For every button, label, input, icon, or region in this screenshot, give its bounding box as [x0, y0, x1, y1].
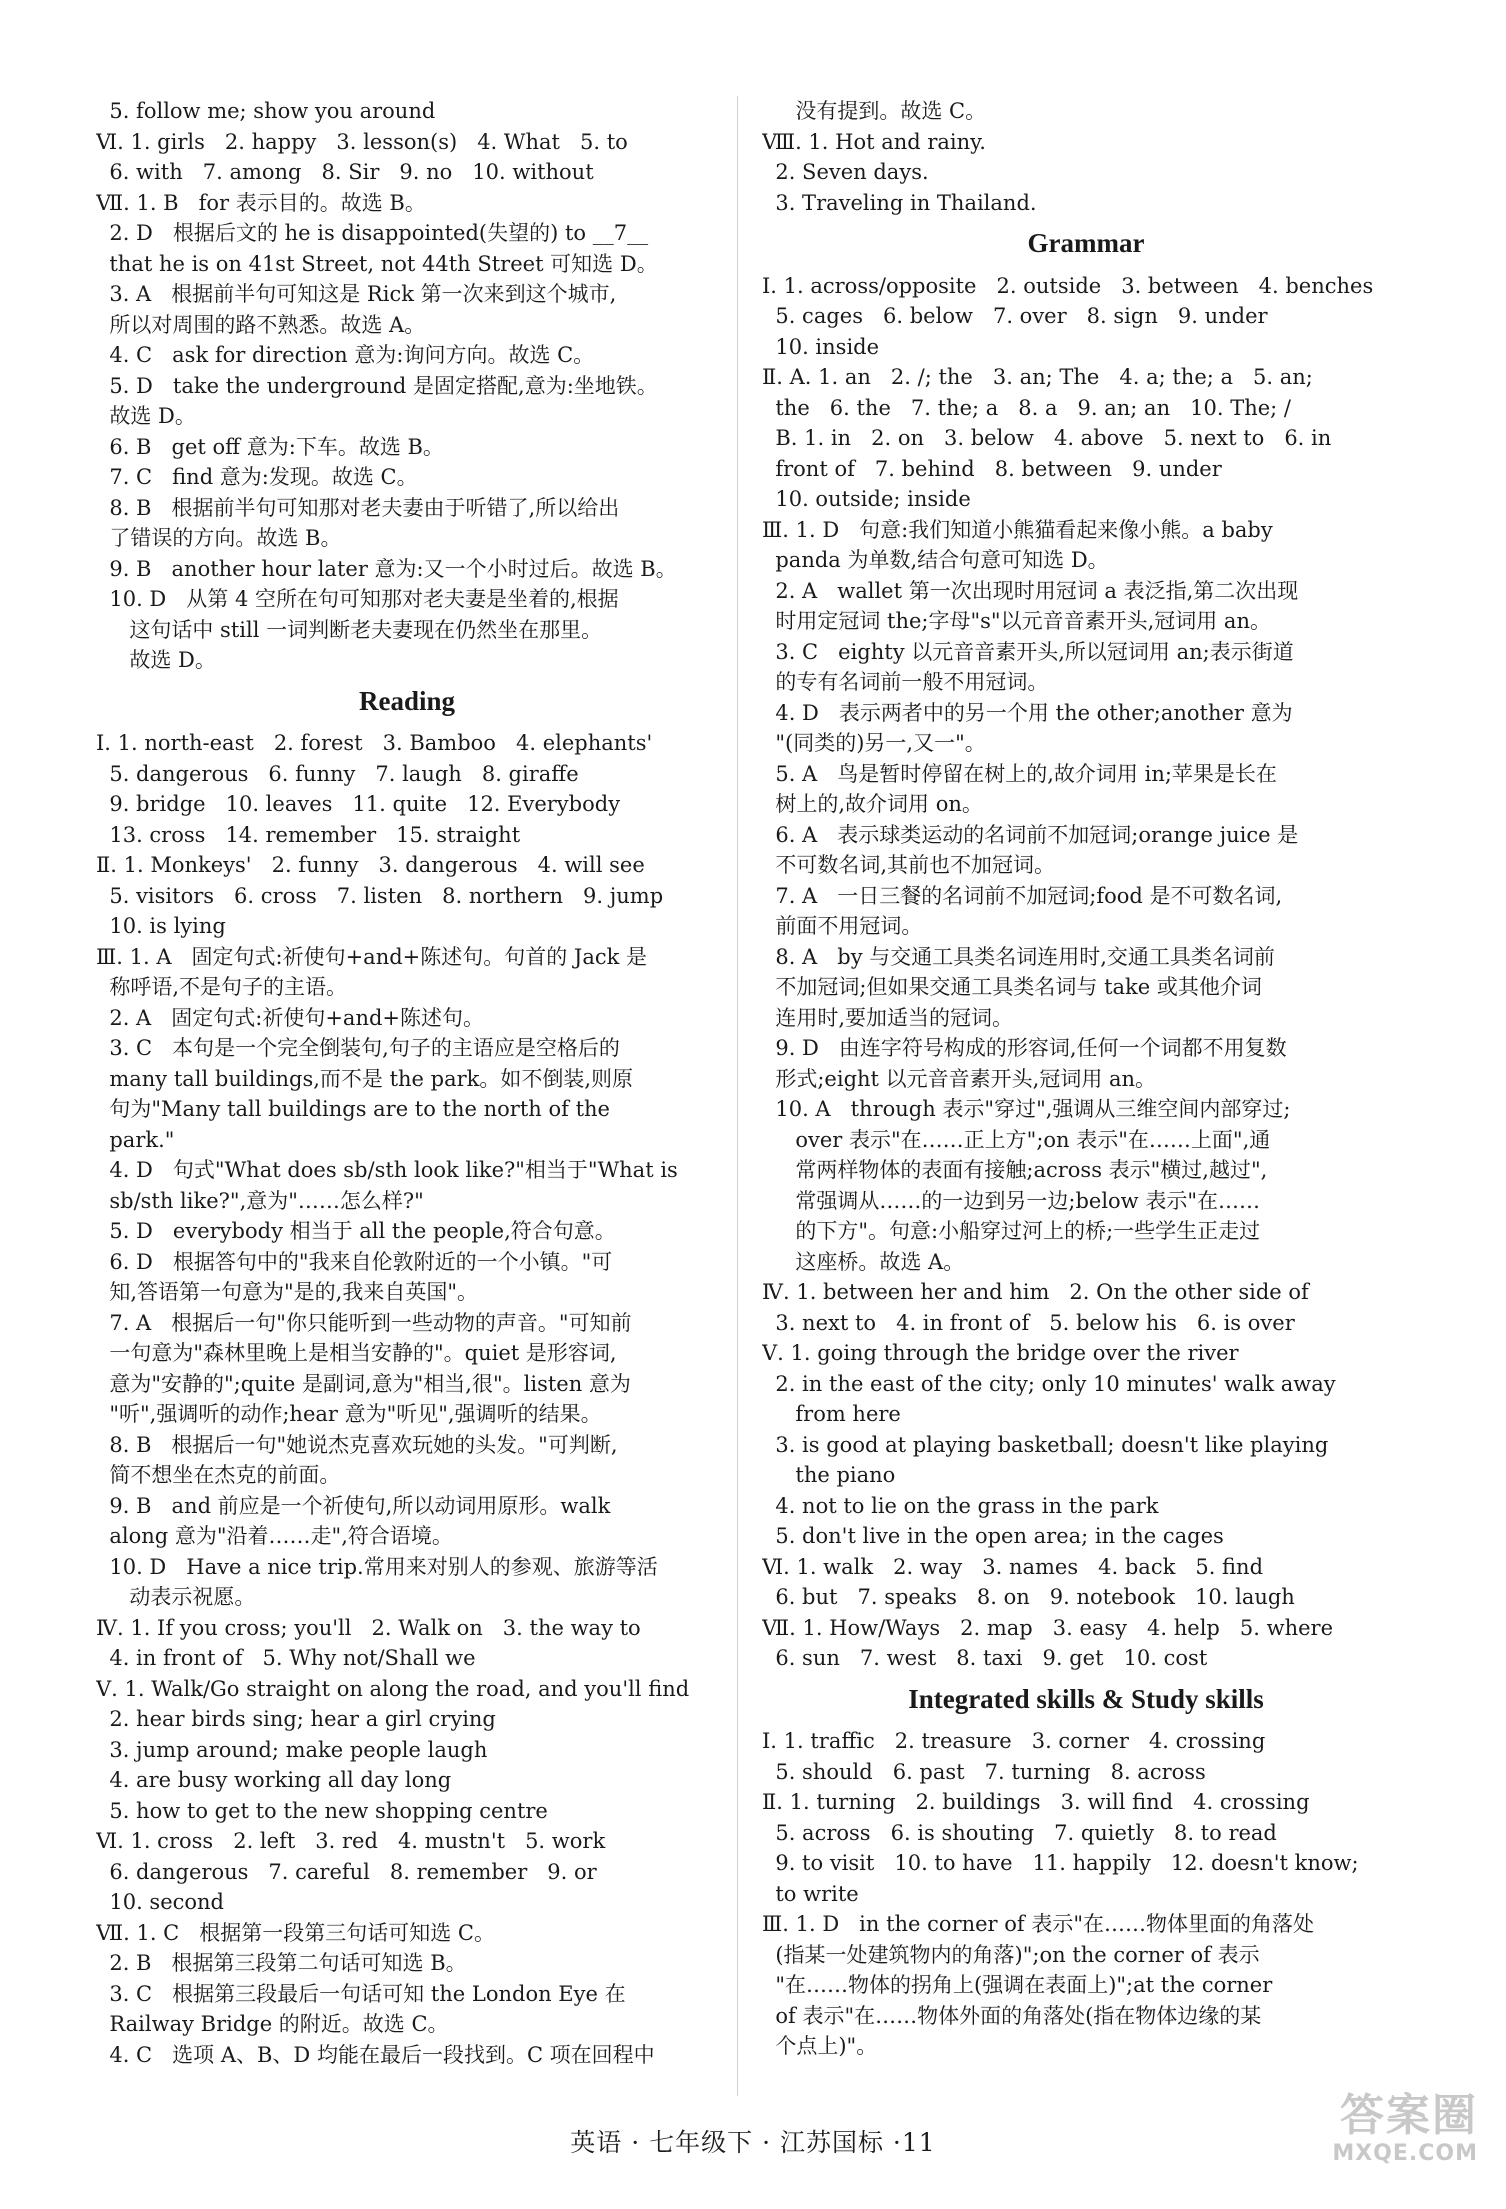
answer-line: 4. D 表示两者中的另一个用 the other;another 意为: [762, 700, 1293, 725]
answer-line: 3. C eighty 以元音音素开头,所以冠词用 an;表示街道: [762, 639, 1294, 664]
answer-line: 故选 D。: [96, 404, 196, 428]
answer-line: 10. second: [96, 1890, 224, 1914]
answer-line: 10. D Have a nice trip.常用来对别人的参观、旅游等活: [96, 1554, 658, 1579]
answer-line: Ⅶ. 1. How/Ways 2. map 3. easy 4. help 5. where: [762, 1615, 1334, 1640]
answer-line: 树上的,故介词用 on。: [762, 792, 983, 816]
answer-line: 4. C 选项 A、B、D 均能在最后一段找到。C 项在回程中: [96, 2042, 655, 2067]
answer-line: along 意为"沿着……走",符合语境。: [96, 1524, 453, 1548]
answer-line: "(同类的)另一,又一"。: [762, 731, 986, 755]
answer-line: "听",强调听的动作;hear 意为"听见",强调听的结果。: [96, 1402, 602, 1426]
answer-line: 3. A 根据前半句可知这是 Rick 第一次来到这个城市,: [96, 282, 617, 306]
answer-line: Ⅵ. 1. cross 2. left 3. red 4. mustn't 5. work: [96, 1829, 606, 1853]
watermark-line2: MXQE.COM: [1332, 2141, 1478, 2166]
answer-line: 6. dangerous 7. careful 8. remember 9. or: [96, 1859, 597, 1884]
answer-line: 简不想坐在杰克的前面。: [96, 1463, 341, 1487]
answer-line: Ⅱ. 1. Monkeys' 2. funny 3. dangerous 4. will see: [96, 853, 645, 877]
answer-line: to write: [762, 1881, 859, 1906]
left-column: [96, 96, 718, 2070]
answer-line: 5. D everybody 相当于 all the people,符合句意。: [96, 1219, 616, 1243]
answer-line: Railway Bridge 的附近。故选 C。: [96, 2012, 449, 2036]
section-heading: Grammar: [1027, 228, 1145, 258]
answer-line: of 表示"在……物体外面的角落处(指在物体边缘的某: [762, 2003, 1262, 2028]
answer-line: 2. in the east of the city; only 10 minutes' walk away: [762, 1371, 1336, 1396]
answer-line: (指某一处建筑物内的角落)";on the corner of 表示: [762, 1942, 1260, 1967]
answer-line: the 6. the 7. the; a 8. a 9. an; an 10. The; /: [762, 395, 1291, 420]
answer-line: 所以对周围的路不熟悉。故选 A。: [96, 312, 426, 337]
answer-line: 2. Seven days.: [762, 160, 929, 184]
answer-line: 常强调从……的一边到另一边;below 表示"在……: [762, 1188, 1260, 1213]
answer-line: 3. jump around; make people laugh: [96, 1737, 488, 1762]
answer-line: 8. B 根据前半句可知那对老夫妻由于听错了,所以给出: [96, 495, 620, 520]
answer-line: 5. dangerous 6. funny 7. laugh 8. giraffe: [96, 761, 579, 786]
answer-line: 2. D 根据后文的 he is disappointed(失望的) to __7__: [96, 221, 649, 245]
answer-line: front of 7. behind 8. between 9. under: [762, 456, 1222, 481]
answer-line: 意为"安静的";quite 是副词,意为"相当,很"。listen 意为: [96, 1371, 631, 1396]
answer-line: 13. cross 14. remember 15. straight: [96, 822, 521, 847]
watermark-logo: [1288, 2091, 1478, 2187]
answer-line: Ⅶ. 1. C 根据第一段第三句话可知选 C。: [96, 1920, 495, 1945]
answer-line: 2. B 根据第三段第二句话可知选 B。: [96, 1951, 467, 1975]
answer-line: panda 为单数,结合句意可知选 D。: [762, 548, 1109, 572]
answer-line: 故选 D。: [96, 648, 216, 672]
answer-line: 的下方"。句意:小船穿过河上的桥;一些学生正走过: [762, 1219, 1261, 1243]
answer-line: Ⅷ. 1. Hot and rainy.: [762, 129, 986, 154]
answer-line: 5. don't live in the open area; in the cages: [762, 1524, 1224, 1548]
answer-line: 7. C find 意为:发现。故选 C。: [96, 465, 418, 489]
answer-line: 4. D 句式"What does sb/sth look like?"相当于"What is: [96, 1158, 678, 1182]
answer-line: 一句意为"森林里晚上是相当安静的"。quiet 是形容词,: [96, 1341, 617, 1365]
answer-line: 知,答语第一句意为"是的,我来自英国"。: [96, 1280, 479, 1304]
answer-line: 10. D 从第 4 空所在句可知那对老夫妻是坐着的,根据: [96, 587, 619, 611]
answer-line: Ⅳ. 1. If you cross; you'll 2. Walk on 3. the way to: [96, 1615, 641, 1640]
answer-line: Ⅰ. 1. north-east 2. forest 3. Bamboo 4. elephants': [96, 731, 653, 755]
answer-line: 5. follow me; show you around: [96, 99, 436, 123]
answer-line: Ⅵ. 1. walk 2. way 3. names 4. back 5. find: [762, 1554, 1264, 1579]
answer-line: 7. A 根据后一句"你只能听到一些动物的声音。"可知前: [96, 1310, 632, 1335]
answer-line: 连用时,要加适当的冠词。: [762, 1005, 1014, 1030]
answer-line: 6. B get off 意为:下车。故选 B。: [96, 434, 444, 459]
answer-line: 9. to visit 10. to have 11. happily 12. doesn't know;: [762, 1851, 1359, 1875]
answer-line: 10. is lying: [96, 914, 226, 938]
answer-line: 2. A 固定句式:祈使句+and+陈述句。: [96, 1005, 485, 1030]
answer-line: 称呼语,不是句子的主语。: [96, 975, 348, 999]
answer-line: 4. not to lie on the grass in the park: [762, 1493, 1159, 1518]
answer-line: 10. outside; inside: [762, 487, 971, 511]
answer-line: 10. inside: [762, 334, 880, 359]
section-heading: Reading: [358, 685, 456, 716]
answer-line: Ⅳ. 1. between her and him 2. On the other side of: [762, 1280, 1309, 1304]
answer-line: 3. next to 4. in front of 5. below his 6. is over: [762, 1310, 1295, 1335]
answer-line: 6. but 7. speaks 8. on 9. notebook 10. laugh: [762, 1585, 1295, 1609]
answer-line: 动表示祝愿。: [96, 1585, 256, 1609]
answer-line: that he is on 41st Street, not 44th Street 可知选 D。: [96, 251, 658, 276]
answer-line: sb/sth like?",意为"……怎么样?": [96, 1188, 424, 1213]
answer-line: 5. how to get to the new shopping centre: [96, 1798, 548, 1823]
answer-line: 这座桥。故选 A。: [762, 1249, 965, 1274]
answer-line: 3. is good at playing basketball; doesn't like playing: [762, 1432, 1329, 1457]
answer-line: Ⅱ. 1. turning 2. buildings 3. will find 4. crossing: [762, 1790, 1310, 1814]
answer-line: B. 1. in 2. on 3. below 4. above 5. next to 6. in: [762, 426, 1332, 450]
answer-line: 6. D 根据答句中的"我来自伦敦附近的一个小镇。"可: [96, 1249, 613, 1274]
answer-line: 9. B and 前应是一个祈使句,所以动词用原形。walk: [96, 1493, 611, 1518]
answer-line: 7. A 一日三餐的名词前不加冠词;food 是不可数名词,: [762, 883, 1283, 908]
answer-line: over 表示"在……正上方";on 表示"在……上面",通: [762, 1127, 1271, 1152]
answer-line: 个点上)"。: [762, 2034, 878, 2058]
answer-line: park.": [96, 1127, 175, 1152]
answer-line: 10. A through 表示"穿过",强调从三维空间内部穿过;: [762, 1097, 1291, 1121]
answer-line: Ⅴ. 1. going through the bridge over the river: [762, 1341, 1239, 1365]
page-footer: 英语 · 七年级下 · 江苏国标 ·11: [570, 2128, 936, 2157]
answer-line: 的专有名词前一般不用冠词。: [762, 670, 1049, 694]
answer-line: 这句话中 still 一词判断老夫妻现在仍然坐在那里。: [96, 617, 603, 642]
answer-line: Ⅰ. 1. traffic 2. treasure 3. corner 4. crossing: [762, 1729, 1266, 1753]
answer-line: 没有提到。故选 C。: [762, 99, 987, 123]
answer-line: 8. B 根据后一句"她说杰克喜欢玩她的头发。"可判断,: [96, 1432, 618, 1457]
answer-line: Ⅴ. 1. Walk/Go straight on along the road, and you'll find: [96, 1676, 690, 1701]
answer-line: Ⅶ. 1. B for 表示目的。故选 B。: [96, 190, 426, 215]
answer-line: 了错误的方向。故选 B。: [96, 526, 342, 550]
answer-line: 常两样物体的表面有接触;across 表示"横过,越过",: [762, 1158, 1268, 1182]
right-column: [762, 96, 1410, 2062]
answer-line: 2. hear birds sing; hear a girl crying: [96, 1707, 496, 1731]
section-heading: Integrated skills & Study skills: [908, 1683, 1264, 1714]
answer-line: 形式;eight 以元音音素开头,冠词用 an。: [762, 1066, 1157, 1091]
answer-line: 5. visitors 6. cross 7. listen 8. northern 9. jump: [96, 883, 664, 908]
answer-line: 2. A wallet 第一次出现时用冠词 a 表泛指,第二次出现: [762, 578, 1299, 603]
answer-line: 6. with 7. among 8. Sir 9. no 10. without: [96, 160, 594, 184]
answer-line: 4. C ask for direction 意为:询问方向。故选 C。: [96, 343, 595, 367]
answer-line: 时用定冠词 the;字母"s"以元音音素开头,冠词用 an。: [762, 609, 1271, 633]
answer-line: "在……物体的拐角上(强调在表面上)";at the corner: [762, 1973, 1273, 1997]
answer-line: Ⅱ. A. 1. an 2. /; the 3. an; The 4. a; the; a 5. an;: [762, 365, 1313, 389]
answer-line: 前面不用冠词。: [762, 914, 923, 938]
answer-line: 5. A 鸟是暂时停留在树上的,故介词用 in;苹果是长在: [762, 761, 1277, 786]
watermark-line1: 答案圈: [1340, 2090, 1478, 2141]
answer-line: Ⅰ. 1. across/opposite 2. outside 3. between 4. benches: [762, 273, 1374, 298]
answer-line: 9. bridge 10. leaves 11. quite 12. Everybody: [96, 792, 621, 816]
answer-line: 3. C 根据第三段最后一句话可知 the London Eye 在: [96, 1981, 626, 2006]
answer-line: 9. D 由连字符号构成的形容词,任何一个词都不用复数: [762, 1036, 1287, 1060]
answer-line: 9. B another hour later 意为:又一个小时过后。故选 B。: [96, 556, 677, 581]
answer-line: 5. should 6. past 7. turning 8. across: [762, 1759, 1206, 1784]
answer-line: 5. across 6. is shouting 7. quietly 8. to read: [762, 1820, 1277, 1845]
answer-line: 5. cages 6. below 7. over 8. sign 9. under: [762, 304, 1268, 328]
answer-line: 5. D take the underground 是固定搭配,意为:坐地铁。: [96, 373, 658, 398]
answer-line: Ⅵ. 1. girls 2. happy 3. lesson(s) 4. What 5. to: [96, 129, 628, 154]
answer-line: from here: [762, 1402, 901, 1426]
answer-line: 6. A 表示球类运动的名词前不加冠词;orange juice 是: [762, 822, 1299, 847]
answer-line: 6. sun 7. west 8. taxi 9. get 10. cost: [762, 1646, 1208, 1670]
answer-line: Ⅲ. 1. D 句意:我们知道小熊猫看起来像小熊。a baby: [762, 517, 1273, 542]
answer-line: many tall buildings,而不是 the park。如不倒装,则原: [96, 1066, 634, 1091]
answer-line: Ⅲ. 1. A 固定句式:祈使句+and+陈述句。句首的 Jack 是: [96, 944, 648, 969]
answer-line: 8. A by 与交通工具类名词连用时,交通工具类名词前: [762, 944, 1275, 969]
answer-line: 不加冠词;但如果交通工具类名词与 take 或其他介词: [762, 975, 1262, 999]
answer-line: 3. Traveling in Thailand.: [762, 190, 1037, 215]
answer-line: 4. are busy working all day long: [96, 1768, 452, 1792]
answer-line: 句为"Many tall buildings are to the north of the: [96, 1097, 610, 1121]
answer-line: the piano: [762, 1463, 896, 1487]
answer-line: Ⅲ. 1. D in the corner of 表示"在……物体里面的角落处: [762, 1912, 1315, 1936]
answer-line: 3. C 本句是一个完全倒装句,句子的主语应是空格后的: [96, 1036, 620, 1060]
answer-line: 不可数名词,其前也不加冠词。: [762, 853, 1056, 877]
answer-line: 4. in front of 5. Why not/Shall we: [96, 1646, 476, 1670]
column-divider: [737, 96, 738, 2096]
